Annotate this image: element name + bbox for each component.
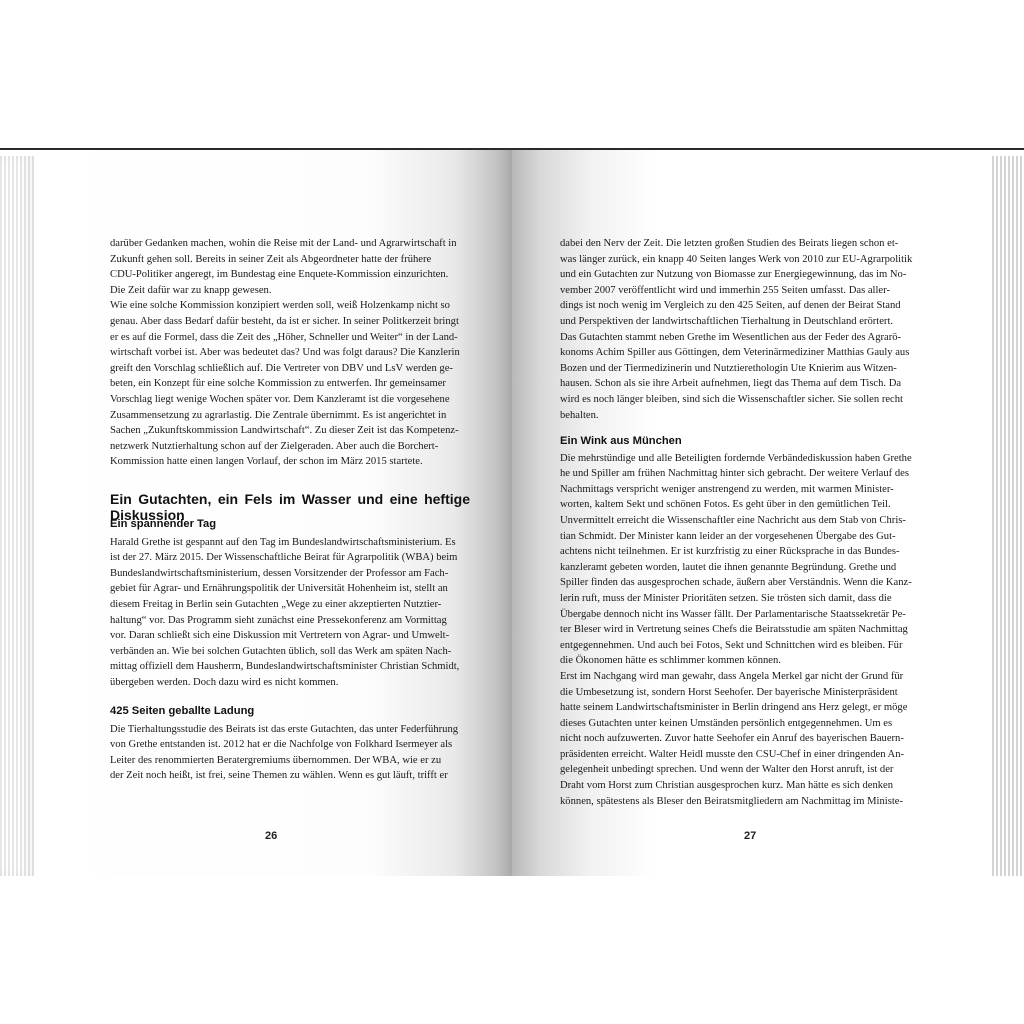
page-number-right: 27 xyxy=(744,830,757,842)
left-page xyxy=(34,150,512,876)
left-paragraph-1: darüber Gedanken machen, wohin die Reise mit der Land- und Agrarwirtschaft in Zukunft gehen soll. Bereits in seiner Zeit als Abgeordneter hatte der frühere CDU-Politiker angeregt, im Bundestag eine Enquete-Kommission einzurichten. Die Zeit dafür war zu knapp gewesen. xyxy=(110,238,457,296)
right-page-stack xyxy=(990,156,1024,876)
left-section-2 xyxy=(110,704,470,784)
left-section-2-paragraph: Die Tierhaltungsstudie des Beirats ist das erste Gutachten, das unter Federführung von Grethe entstanden ist. 2012 hat er die Nachfolge von Folkhard Isermeyer als Leiter des renommierten Beratergremiums übernommen. Der WBA, wie er zu der Zeit noch heißt, ist frei, seine Themen zu wählen. Wenn es gut läuft, trifft er xyxy=(110,723,459,782)
right-paragraph-1: dabei den Nerv der Zeit. Die letzten großen Studien des Beirats liegen schon et- was länger zurück, ein knapp 40 Seiten langes Werk von 2010 zur EU-Agrarpolitik und ein Gutachten zur Nutzung von Biomasse zur Energiegewinnung, das im No- vember 2007 veröffentlicht wird und immerhin 255 Seiten umfasst. Das aller- dings ist noch wenig im Vergleich zu den 425 Seiten, auf denen der Beirat Stand und Perspektiven der landwirtschaftlichen Tierhaltung in Deutschland erörtert. Das Gutachten stammt neben Grethe im Wesentlichen aus der Feder des Agrarö- konoms Achim Spiller aus Göttingen, dem Veterinärmediziner Matthias Gauly aus Bozen und der Tiermedizinerin und Nutztierethologin Ute Knierim aus Witzen- hausen. Schon als sie ihre Arbeit aufnehmen, liegt das Thema auf dem Tisch. Da wird es noch länger bleiben, sind sich die Wissenschaftler sicher. Sie sollen recht behalten. xyxy=(560,238,913,421)
left-page-stack xyxy=(0,156,34,876)
right-section xyxy=(560,434,920,809)
chapter-heading: Ein Gutachten, ein Fels im Wasser und eine heftige Diskussion xyxy=(110,491,470,523)
section-heading-425-seiten: 425 Seiten geballte Ladung xyxy=(110,705,255,717)
open-book xyxy=(0,148,1024,876)
left-paragraph-2: Wie eine solche Kommission konzipiert werden soll, weiß Holzenkamp nicht so genau. Aber dass Bedarf dafür besteht, da ist er sicher. In seiner Politkerzeit bringt er es auf die Formel, dass die Zeit des „Höher, Schneller und Weiter“ in der Land- wirtschaft vorbei ist. Aber was bedeutet das? Und was folgt daraus? Die Kanzlerin greift den Vorschlag schließlich auf. Die Vertreter von DBV und LsV werden ge- beten, ein Konzept für eine solche Kommission zu entwerfen. Ihr gemeinsamer Vorschlag liegt wenige Wochen später vor. Dem Kanzleramt ist die vorgesehene Zusammensetzung zu agrarlastig. Die Zentrale übernimmt. Es ist angerichtet in Sachen „Zukunftskommission Landwirtschaft“. Zu dieser Zeit ist das Kompetenz- netzwerk Nutztierhaltung schon auf der Zielgeraden. Aber auch die Borchert- Kommission hatte einen langen Vorlauf, der schon im März 2015 startete. xyxy=(110,300,460,468)
left-section-1-paragraph: Harald Grethe ist gespannt auf den Tag im Bundeslandwirtschaftsministerium. Es ist der 27. März 2015. Der Wissenschaftliche Beirat für Agrarpolitik (WBA) beim Bundeslandwirtschaftsministerium, dessen Vorsitzender der Professor am Fach- gebiet für Agrar- und Ernährungspolitik der Universität Hohenheim ist, stellt an diesem Freitag in Berlin sein Gutachten „Wege zu einer akzeptierten Nutztier- haltung“ vor. Das Programm sieht zunächst eine Pressekonferenz am Vormittag vor. Daran schließt sich eine Diskussion mit Vertretern von Agrar- und Umwelt- verbänden an. Wie bei solchen Gutachten üblich, soll das Werk am späten Nach- mittag offiziell dem Hausherrn, Bundeslandwirtschaftsminister Christian Schmidt, übergeben werden. Doch dazu wird es nicht kommen. xyxy=(110,536,460,688)
right-page xyxy=(512,150,990,876)
left-section-1 xyxy=(110,517,470,691)
left-body-top xyxy=(110,236,470,470)
right-body-top xyxy=(560,236,920,423)
section-heading-wink-aus-muenchen: Ein Wink aus München xyxy=(560,435,682,447)
right-section-paragraph-1: Die mehrstündige und alle Beteiligten fordernde Verbändediskussion haben Grethe he und Spiller am frühen Nachmittag hinter sich gebracht. Der weitere Verlauf des Nachmittags verspricht weniger anstrengend zu werden, mit warmen Minister- worten, kaltem Sekt und schönen Fotos. Es geht über in den gemütlichen Teil. Unvermittelt erreicht die Wissenschaftler eine Nachricht aus dem Stab von Chris- tian Schmidt. Der Minister kann leider an der vorgesehenen Übergabe des Gut- achtens nicht teilnehmen. Er ist kurzfristig zu einer Rücksprache in das Bundes- kanzleramt gebeten worden, lautet die ihnen genannte Begründung. Grethe und Spiller finden das ausgesprochen schade, äußern aber Verständnis. Wenn die Kanz- lerin ruft, muss der Minister Prioritäten setzen. Sie trösten sich damit, dass die Übergabe dennoch nicht ins Wasser fällt. Der Parlamentarische Staatssekretär Pe- ter Bleser wird in Vertretung seines Chefs die Beiratsstudie am späten Nachmittag entgegennehmen. Und auch bei Fotos, Sekt und Schnittchen wird es bleiben. Für die Ökonomen hätte es schlimmer kommen können. xyxy=(560,452,912,667)
right-section-paragraph-2: Erst im Nachgang wird man gewahr, dass Angela Merkel gar nicht der Grund für die Umbesetzung ist, sondern Horst Seehofer. Der bayerische Ministerpräsident hatte seinem Landwirtschaftsminister in Berlin dringend ans Herz gelegt, er möge dieses Gutachten unter keinen Umständen persönlich entgegennehmen. Um es nicht noch aufzuwerten. Zuvor hatte Seehofer ein Anruf des bayerischen Bauern- präsidenten erreicht. Walter Heidl musste den CSU-Chef in einer dringenden An- gelegenheit unbedingt sprechen. Und wenn der Walter den Horst anruft, ist der Draht vom Horst zum Christian ausgesprochen kurz. Man hätte es sich denken können, spätestens als Bleser den Beiratsmitgliedern am Nachmittag im Ministe- xyxy=(560,670,908,807)
page-number-left: 26 xyxy=(265,830,278,842)
section-heading-spannender-tag: Ein spannender Tag xyxy=(110,518,217,530)
